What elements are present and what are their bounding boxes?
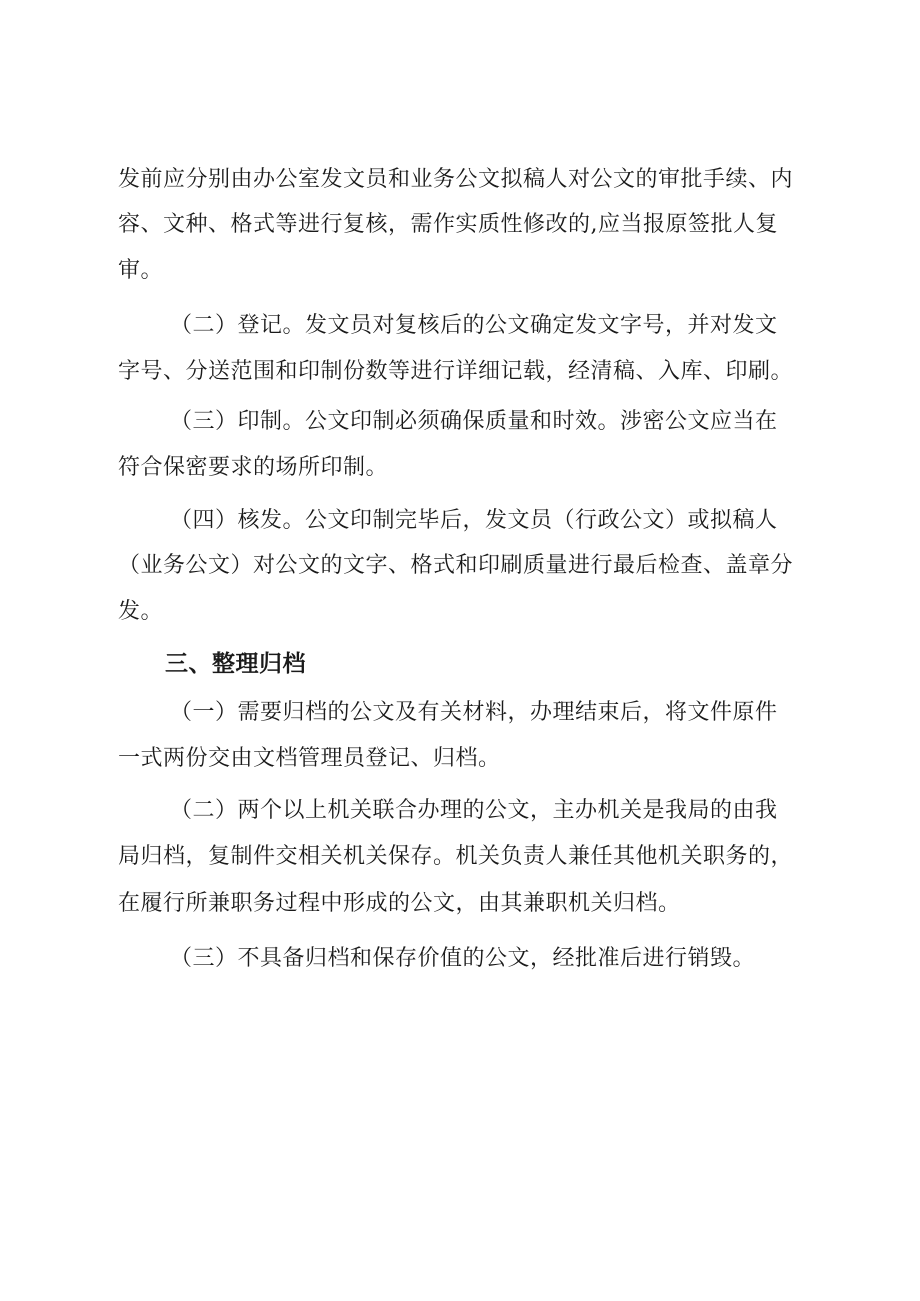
paragraph-7-line-1: （三）不具备归档和保存价值的公文，经批准后进行销毁。 — [170, 946, 756, 971]
paragraph-5-line-2: 一式两份交由文档管理员登记、归档。 — [118, 746, 501, 771]
paragraph-4-line-1: （四）核发。公文印制完毕后，发文员（行政公文）或拟稿人 — [170, 508, 778, 533]
paragraph-4-line-2: （业务公文）对公文的文字、格式和印刷质量进行最后检查、盖章分 — [118, 553, 794, 578]
paragraph-4-line-3: 发。 — [118, 599, 164, 624]
paragraph-1-line-1: 发前应分别由办公室发文员和业务公文拟稿人对公文的审批手续、内 — [118, 167, 794, 192]
paragraph-6-line-1: （二）两个以上机关联合办理的公文，主办机关是我局的由我 — [170, 798, 778, 823]
paragraph-2-line-2: 字号、分送范围和印制份数等进行详细记载，经清稿、入库、印刷。 — [118, 359, 794, 384]
paragraph-5-line-1: （一）需要归档的公文及有关材料，办理结束后，将文件原件 — [170, 700, 778, 725]
paragraph-6-line-3: 在履行所兼职务过程中形成的公文，由其兼职机关归档。 — [118, 891, 681, 916]
paragraph-6-line-2: 局归档，复制件交相关机关保存。机关负责人兼任其他机关职务的， — [118, 844, 794, 869]
paragraph-2-line-1: （二）登记。发文员对复核后的公文确定发文字号，并对发文 — [170, 313, 778, 338]
paragraph-3-line-2: 符合保密要求的场所印制。 — [118, 455, 389, 480]
paragraph-1-line-3: 审。 — [118, 258, 164, 283]
section-heading: 三、整理归档 — [165, 651, 306, 677]
paragraph-3-line-1: （三）印制。公文印制必须确保质量和时效。涉密公文应当在 — [170, 409, 778, 434]
paragraph-1-line-2: 容、文种、格式等进行复核，需作实质性修改的,应当报原签批人复 — [118, 212, 778, 237]
